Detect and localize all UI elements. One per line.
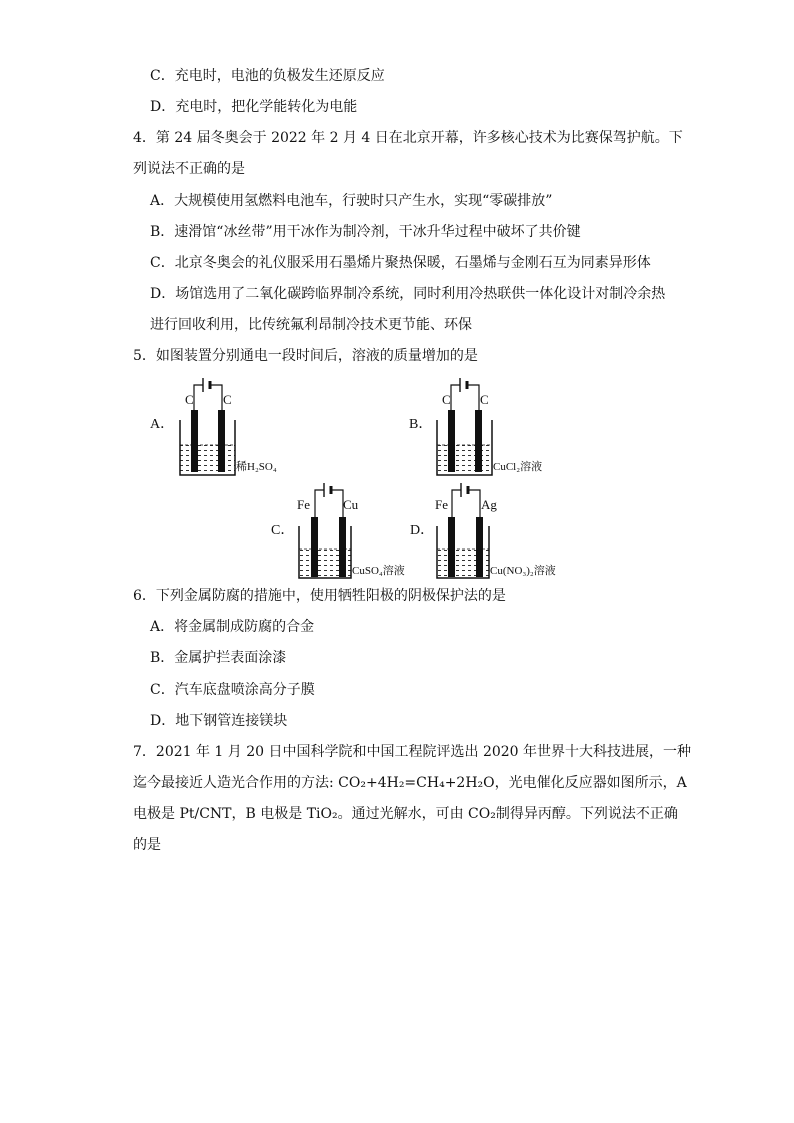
setup-d-letter: D． xyxy=(410,523,435,538)
setup-a-right-electrode xyxy=(218,410,225,472)
q4-option-c: C．北京冬奥会的礼仪服采用石墨烯片聚热保暖，石墨烯与金刚石互为同素异形体 xyxy=(150,255,651,271)
setup-a-left-electrode xyxy=(191,410,198,472)
setup-a-right-electrode-label: C xyxy=(223,392,232,407)
setup-c-right-electrode xyxy=(339,517,346,577)
setup-d-left-electrode xyxy=(448,517,455,577)
setup-b-solution xyxy=(437,445,492,473)
q4-option-d-line1: D．场馆选用了二氧化碳跨临界制冷系统，同时利用冷热联供一体化设计对制冷余热 xyxy=(150,286,666,302)
q7-stem-line3: 电极是 Pt/CNT，B 电极是 TiO₂。通过光解水，可由 CO₂制得异丙醇。下列说法不正确 xyxy=(133,806,678,822)
setup-a-left-electrode-label: C xyxy=(185,392,194,407)
q6-option-a: A．将金属制成防腐的合金 xyxy=(150,619,315,635)
setup-c xyxy=(271,483,405,578)
setup-b-left-electrode xyxy=(448,410,455,472)
q6-option-c: C．汽车底盘喷涂高分子膜 xyxy=(150,682,315,698)
setup-b-solution-label: CuCl₂溶液 xyxy=(493,461,543,473)
q7-stem-line4: 的是 xyxy=(133,837,161,853)
setup-d-solution-label: Cu(NO₃)₂溶液 xyxy=(490,565,556,577)
q6-stem: 6．下列金属防腐的措施中，使用牺牲阳极的阴极保护法的是 xyxy=(133,588,506,604)
setup-a-solution-label: 稀H₂SO₄ xyxy=(236,461,277,473)
setup-a-letter: A． xyxy=(150,417,175,432)
setup-c-solution-label: CuSO₄溶液 xyxy=(352,565,405,577)
q7-stem-line1: 7．2021 年 1 月 20 日中国科学院和中国工程院评选出 2020 年世界十大科技进展，一种 xyxy=(133,744,692,760)
setup-d-wire xyxy=(452,490,480,517)
setup-b-wire xyxy=(451,385,479,410)
setup-c-letter: C． xyxy=(271,523,295,538)
setup-a-wire xyxy=(194,385,222,410)
q4-option-a: A．大规模使用氢燃料电池车，行驶时只产生水，实现“零碳排放” xyxy=(150,193,553,209)
q6-option-d: D．地下钢管连接镁块 xyxy=(150,713,288,729)
setup-b xyxy=(409,378,542,475)
q5-stem: 5．如图装置分别通电一段时间后，溶液的质量增加的是 xyxy=(133,348,478,364)
q4-option-d-line2: 进行回收利用，比传统氟利昂制冷技术更节能、环保 xyxy=(150,317,472,333)
q3-option-d: D．充电时，把化学能转化为电能 xyxy=(150,99,358,115)
setup-b-left-electrode-label: C xyxy=(442,392,451,407)
setup-b-right-electrode xyxy=(475,410,482,472)
q4-stem-line2: 列说法不正确的是 xyxy=(133,161,245,177)
q6-option-b: B．金属护拦表面涂漆 xyxy=(150,650,287,666)
setup-a-solution xyxy=(180,445,235,473)
q7-stem-line2: 迄今最接近人造光合作用的方法: CO₂+4H₂=CH₄+2H₂O，光电催化反应器如图所示，A xyxy=(133,775,687,791)
setup-d-right-electrode xyxy=(476,517,483,577)
setup-d xyxy=(410,483,556,578)
q3-option-c: C．充电时，电池的负极发生还原反应 xyxy=(150,68,385,84)
setup-c-right-electrode-label: Cu xyxy=(343,497,359,512)
setup-c-left-electrode-label: Fe xyxy=(297,497,310,512)
setup-c-wire xyxy=(315,490,343,517)
setup-d-right-electrode-label: Ag xyxy=(481,497,497,512)
setup-b-right-electrode-label: C xyxy=(480,392,489,407)
setup-b-letter: B． xyxy=(409,417,433,432)
q4-stem-line1: 4．第 24 届冬奥会于 2022 年 2 月 4 日在北京开幕，许多核心技术为比赛保驾护航。下 xyxy=(133,130,683,146)
setup-c-left-electrode xyxy=(311,517,318,577)
setup-a xyxy=(150,378,277,475)
q4-option-b: B．速滑馆“冰丝带”用干冰作为制冷剂，干冰升华过程中破坏了共价键 xyxy=(150,224,581,240)
setup-d-left-electrode-label: Fe xyxy=(435,497,448,512)
